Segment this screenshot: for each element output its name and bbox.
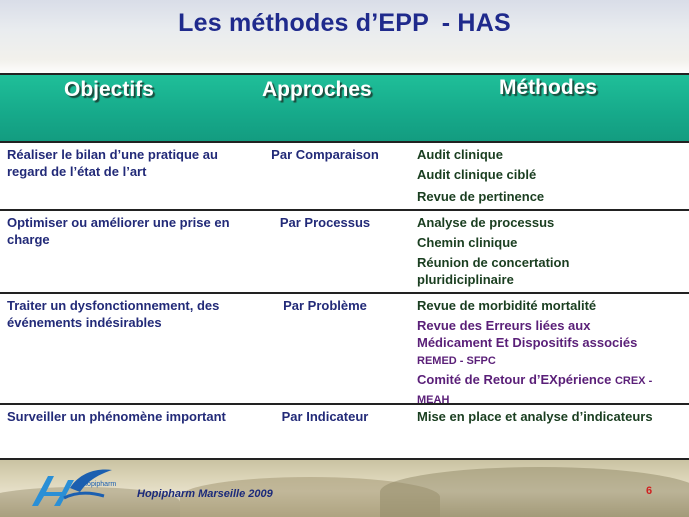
objective-cell: Réaliser le bilan d’une pratique au regard de l’état de l’art bbox=[7, 147, 218, 179]
method-item: Réunion de concertation pluridiciplinaire bbox=[417, 255, 570, 287]
table-row bbox=[0, 143, 689, 211]
event-name: Hopipharm Marseille 2009 bbox=[137, 488, 273, 500]
table-body bbox=[0, 143, 689, 460]
method-item: Revue de pertinence bbox=[417, 189, 545, 204]
objective-cell: Surveiller un phénomène important bbox=[7, 409, 226, 424]
method-item: Analyse de processus bbox=[417, 215, 555, 230]
table-header bbox=[0, 75, 689, 143]
method-item: Audit clinique ciblé bbox=[417, 167, 537, 182]
method-item: Audit clinique bbox=[417, 147, 503, 162]
objective-cell: Traiter un dysfonctionnement, des événements indésirables bbox=[7, 298, 220, 330]
methods-cell bbox=[417, 297, 687, 409]
objective-cell: Optimiser ou améliorer une prise en charge bbox=[7, 215, 230, 247]
methods-cell bbox=[417, 214, 687, 288]
method-item: Revue de morbidité mortalité bbox=[417, 298, 597, 313]
page-number: 6 bbox=[646, 485, 653, 497]
slide-title-main: Les méthodes d’EPP bbox=[178, 9, 429, 37]
approach-cell: Par Problème bbox=[283, 298, 367, 313]
methods-cell bbox=[417, 408, 687, 425]
header-approches: Approches bbox=[262, 78, 372, 101]
slide-title bbox=[0, 9, 689, 38]
method-item: Mise en place et analyse d’indicateurs bbox=[417, 409, 653, 424]
footer-landscape bbox=[380, 467, 689, 517]
table-row bbox=[0, 294, 689, 405]
logo-text: Hopipharm bbox=[82, 481, 116, 488]
header-objectifs: Objectifs bbox=[64, 78, 154, 101]
slide-footer bbox=[0, 460, 689, 517]
method-item: Revue des Erreurs liées aux Médicament Et Dispositifs associés bbox=[417, 318, 638, 350]
method-item: Comité de Retour d’EXpérience bbox=[417, 372, 612, 387]
method-item-crex bbox=[417, 371, 687, 409]
approach-cell: Par Comparaison bbox=[271, 147, 379, 162]
slide-title-suffix: - HAS bbox=[441, 9, 511, 37]
method-item: CREX - MEAH bbox=[417, 375, 653, 406]
method-item: Chemin clinique bbox=[417, 235, 518, 250]
table-row bbox=[0, 211, 689, 294]
table-row bbox=[0, 405, 689, 460]
methods-cell bbox=[417, 146, 687, 205]
header-methodes: Méthodes bbox=[499, 76, 598, 99]
hopipharm-logo-icon bbox=[24, 462, 116, 514]
approach-cell: Par Processus bbox=[279, 215, 371, 230]
method-item: REMED - SFPC bbox=[417, 355, 496, 367]
approach-cell: Par Indicateur bbox=[281, 409, 369, 424]
